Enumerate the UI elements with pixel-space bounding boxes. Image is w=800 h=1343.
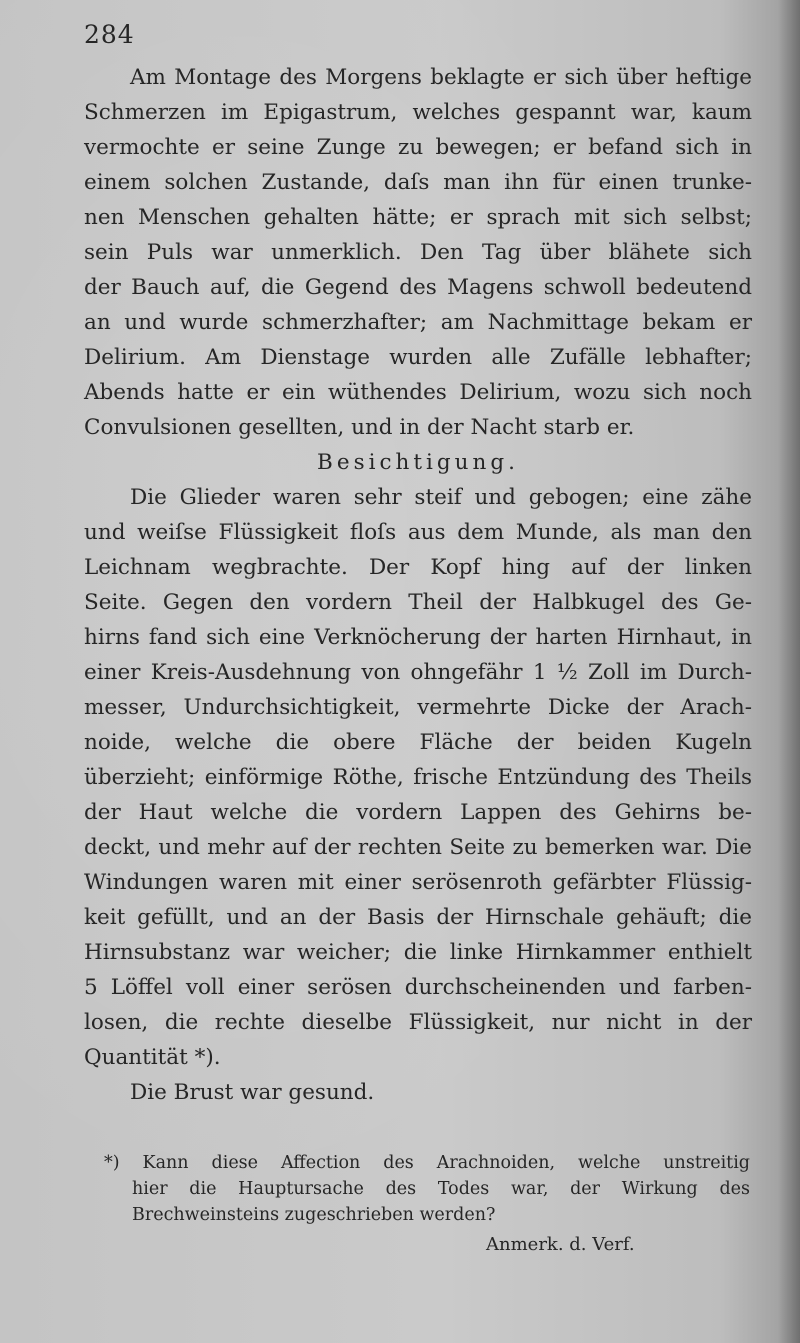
footnote-line: hier die Hauptursache des Todes war, der Wirkung des — [132, 1179, 750, 1199]
section-heading: Besichtigung. — [317, 450, 519, 475]
text-line: Schmerzen im Epigastrum, welches gespannt war, kaum — [84, 100, 752, 125]
footnote-signature: Anmerk. d. Verf. — [486, 1234, 635, 1255]
page-number: 284 — [84, 20, 135, 49]
text-line: der Haut welche die vordern Lappen des Gehirns be- — [84, 800, 752, 825]
text-line: Delirium. Am Dienstage wurden alle Zufälle lebhafter; — [84, 345, 752, 370]
text-line: keit gefüllt, und an der Basis der Hirnschale gehäuft; die — [84, 905, 752, 930]
text-line: deckt, und mehr auf der rechten Seite zu bemerken war. Die — [84, 835, 752, 860]
footnote — [104, 1150, 750, 1228]
text-line: Convulsionen gesellten, und in der Nacht starb er. — [84, 415, 635, 440]
text-line: an und wurde schmerzhafter; am Nachmittage bekam er — [84, 310, 752, 335]
text-line: messer, Undurchsichtigkeit, vermehrte Dicke der Arach- — [84, 695, 752, 720]
text-line: überzieht; einförmige Röthe, frische Entzündung des Theils — [84, 765, 752, 790]
text-line: Windungen waren mit einer serösenroth gefärbter Flüssig- — [84, 870, 752, 895]
text-line: Seite. Gegen den vordern Theil der Halbkugel des Ge- — [84, 590, 752, 615]
text-line: Am Montage des Morgens beklagte er sich über heftige — [130, 65, 752, 90]
text-line: vermochte er seine Zunge zu bewegen; er befand sich in — [84, 135, 752, 160]
text-line: und weiſse Flüssigkeit floſs aus dem Munde, als man den — [84, 520, 752, 545]
text-line: Die Glieder waren sehr steif und gebogen; eine zähe — [130, 485, 752, 510]
text-line: hirns fand sich eine Verknöcherung der harten Hirnhaut, in — [84, 625, 752, 650]
text-line: sein Puls war unmerklich. Den Tag über blähete sich — [84, 240, 752, 265]
text-line: einer Kreis-Ausdehnung von ohngefähr 1 ½ Zoll im Durch- — [84, 660, 752, 685]
text-line: der Bauch auf, die Gegend des Magens schwoll bedeutend — [84, 275, 752, 300]
text-line: Leichnam wegbrachte. Der Kopf hing auf der linken — [84, 555, 752, 580]
footnote-line: Brechweinsteins zugeschrieben werden? — [132, 1205, 496, 1225]
text-line: losen, die rechte dieselbe Flüssigkeit, nur nicht in der — [84, 1010, 752, 1035]
text-line: noide, welche die obere Fläche der beiden Kugeln — [84, 730, 752, 755]
text-line: Die Brust war gesund. — [130, 1080, 375, 1105]
text-line: 5 Löffel voll einer serösen durchscheinenden und farben- — [84, 975, 752, 1000]
text-line: nen Menschen gehalten hätte; er sprach mit sich selbst; — [84, 205, 752, 230]
main-text — [84, 60, 752, 1110]
text-line: Hirnsubstanz war weicher; die linke Hirnkammer enthielt — [84, 940, 752, 965]
text-line: Abends hatte er ein wüthendes Delirium, wozu sich noch — [84, 380, 752, 405]
footnote-line: *) Kann diese Affection des Arachnoiden, welche unstreitig — [104, 1153, 750, 1173]
text-line: einem solchen Zustande, daſs man ihn für einen trunke- — [84, 170, 752, 195]
text-line: Quantität *). — [84, 1045, 221, 1070]
